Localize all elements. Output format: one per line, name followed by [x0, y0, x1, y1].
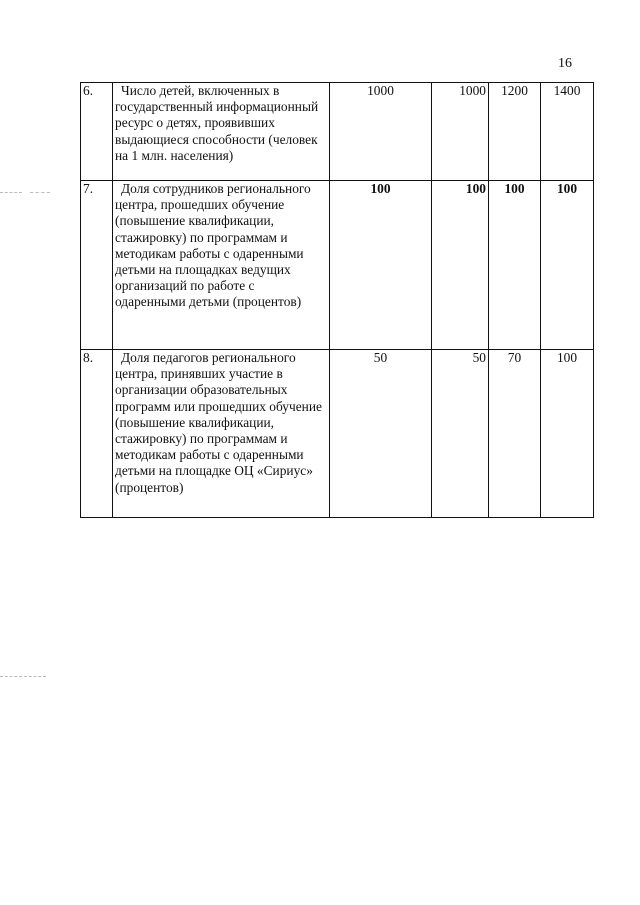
- scan-artifact-line: [0, 676, 46, 677]
- scan-artifact-line: [0, 192, 22, 193]
- value-cell: 1200: [489, 83, 541, 181]
- table-row: [81, 181, 594, 350]
- value-cell: 100: [541, 181, 594, 350]
- value-cell: 100: [330, 181, 432, 350]
- value-cell: 1400: [541, 83, 594, 181]
- scan-artifact-line: [30, 192, 50, 193]
- value-cell: 100: [489, 181, 541, 350]
- value-cell: 100: [541, 350, 594, 518]
- indicator-name: Доля педагогов регионального центра, принявших участие в организации образовательных программ или прошедших обучение (повышение квалификации, стажировку) по программам и методикам работы с одаренными детьми на площадке ОЦ «Сириус» (процентов): [113, 350, 330, 518]
- value-cell: 100: [432, 181, 489, 350]
- row-number: 6.: [81, 83, 113, 181]
- row-number: 8.: [81, 350, 113, 518]
- value-cell: 1000: [432, 83, 489, 181]
- value-cell: 50: [432, 350, 489, 518]
- indicators-table: [80, 82, 594, 518]
- value-cell: 1000: [330, 83, 432, 181]
- value-cell: 70: [489, 350, 541, 518]
- page-number: 16: [558, 56, 572, 71]
- table-row: [81, 83, 594, 181]
- value-cell: 50: [330, 350, 432, 518]
- table-row: [81, 350, 594, 518]
- row-number: 7.: [81, 181, 113, 350]
- indicator-name: Доля сотрудников регионального центра, прошедших обучение (повышение квалификации, стажировку) по программам и методикам работы с одаренными детьми на площадках ведущих организаций по работе с одаренными детьми (процентов): [113, 181, 330, 350]
- indicator-name: Число детей, включенных в государственный информационный ресурс о детях, проявивших выдающиеся способности (человек на 1 млн. населения): [113, 83, 330, 181]
